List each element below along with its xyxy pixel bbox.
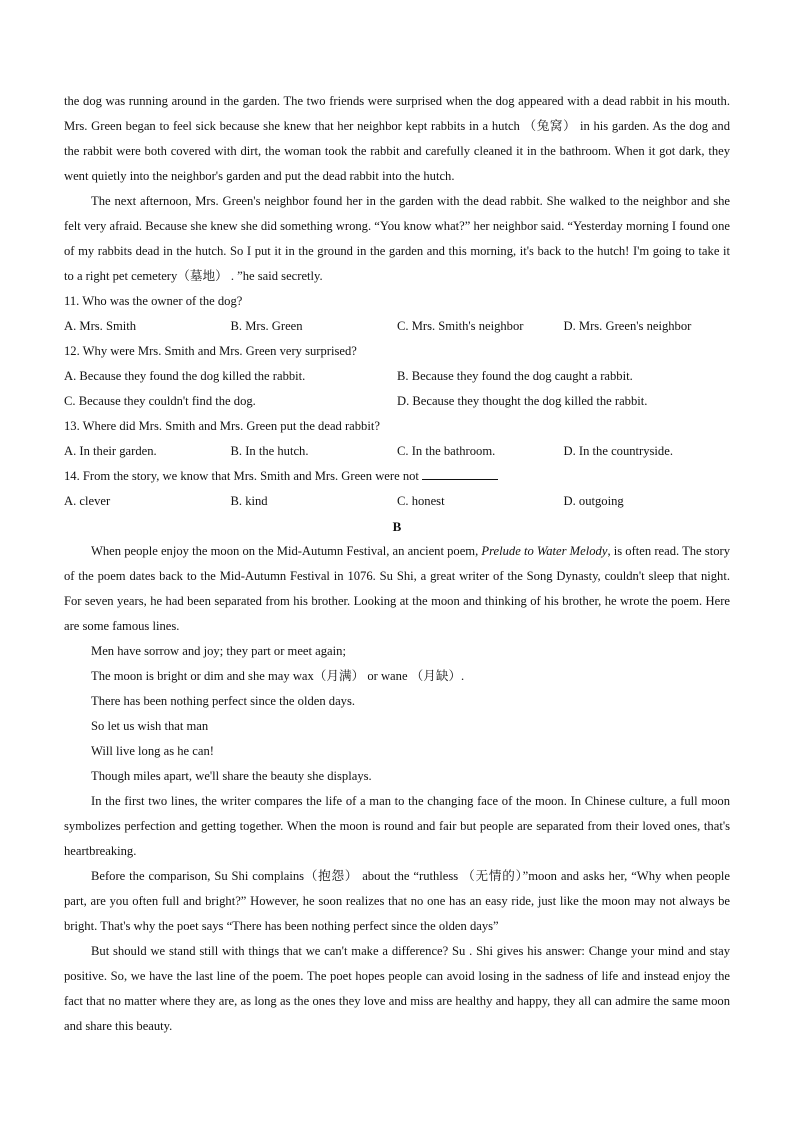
poem-line-5: Will live long as he can! <box>91 744 214 758</box>
option-c[interactable]: C. honest <box>397 494 445 508</box>
option-d[interactable]: D. In the countryside. <box>563 444 673 458</box>
option-a[interactable]: A. Mrs. Smith <box>64 319 137 333</box>
intro-before: When people enjoy the moon on the Mid-Autumn Festival, an ancient poem, <box>91 544 482 558</box>
option-d[interactable]: D. Because they thought the dog killed the rabbit. <box>397 394 648 408</box>
question-14 <box>64 464 730 489</box>
poem-line-4: So let us wish that man <box>91 719 209 733</box>
option-d[interactable]: D. Mrs. Green's neighbor <box>563 319 692 333</box>
question-14-options <box>64 489 730 514</box>
passage-a-paragraph-1: the dog was running around in the garden. The two friends were surprised when the dog appeared with a dead rabbit in his mouth. Mrs. Green began to feel sick because she knew that her neighbor kept rabbits in a hutch （兔窝） in his garden. As the dog and the rabbit were both covered with dirt, the woman took the rabbit and carefully cleaned it in the bathroom. When it got dark, they went quietly into the neighbor's garden and put the dead rabbit into the hutch. <box>64 94 730 183</box>
option-b[interactable]: B. Because they found the dog caught a rabbit. <box>397 369 633 383</box>
question-14-stem: 14. From the story, we know that Mrs. Smith and Mrs. Green were not <box>64 469 419 483</box>
question-12-options-row-1 <box>64 364 730 389</box>
question-11-options <box>64 314 730 339</box>
section-title-b: B <box>392 519 402 534</box>
poem-line-3: There has been nothing perfect since the olden days. <box>91 694 356 708</box>
question-12-options-row-2 <box>64 389 730 414</box>
option-b[interactable]: B. In the hutch. <box>230 444 309 458</box>
poem-line-2: The moon is bright or dim and she may wax（月满） or wane （月缺）. <box>91 669 465 683</box>
option-c[interactable]: C. Because they couldn't find the dog. <box>64 394 256 408</box>
passage-b-paragraph-1 <box>64 539 730 639</box>
passage-b-paragraph-3: Before the comparison, Su Shi complains（抱怨） about the “ruthless （无情的）”moon and asks her, “Why when people part, are you often full and bright?” However, he soon realizes that no one has an easy ride, just like the moon may not always be bright. That's why the poet says “There has been nothing perfect since the olden days” <box>64 869 730 933</box>
answer-blank[interactable] <box>422 467 498 480</box>
option-b[interactable]: B. kind <box>230 494 268 508</box>
question-12-stem: 12. Why were Mrs. Smith and Mrs. Green very surprised? <box>64 344 357 358</box>
option-a[interactable]: A. clever <box>64 494 111 508</box>
poem-line-6: Though miles apart, we'll share the beauty she displays. <box>91 769 372 783</box>
passage-b-paragraph-2: In the first two lines, the writer compares the life of a man to the changing face of the moon. In Chinese culture, a full moon symbolizes perfection and getting together. When the moon is round and fair but people are separated from their loved ones, that's heartbreaking. <box>64 794 730 858</box>
option-a[interactable]: A. In their garden. <box>64 444 157 458</box>
intro-after: , is often read. The story of the poem dates back to the Mid-Autumn Festival in 1076. Su Shi, a great writer of the Song Dynasty, couldn't sleep that night. For seven years, he had been separated from his brother. Looking at the moon and thinking of his brother, he wrote the poem. Here are some famous lines. <box>64 544 730 633</box>
option-c[interactable]: C. In the bathroom. <box>397 444 496 458</box>
question-13-stem: 13. Where did Mrs. Smith and Mrs. Green put the dead rabbit? <box>64 419 380 433</box>
poem-title: Prelude to Water Melody <box>481 544 608 558</box>
option-a[interactable]: A. Because they found the dog killed the rabbit. <box>64 369 306 383</box>
poem-line-1: Men have sorrow and joy; they part or meet again; <box>91 644 346 658</box>
passage-a-paragraph-2: The next afternoon, Mrs. Green's neighbor found her in the garden with the dead rabbit. She walked to the neighbor and she felt very afraid. Because she knew she did something wrong. “You know what?” her neighbor said. “Yesterday morning I found one of my rabbits dead in the hutch. So I put it in the ground in the garden and this morning, it's back to the hutch! I'm going to take it to a right pet cemetery（墓地） . ”he said secretly. <box>64 194 730 283</box>
option-b[interactable]: B. Mrs. Green <box>230 319 303 333</box>
option-c[interactable]: C. Mrs. Smith's neighbor <box>397 319 524 333</box>
question-13-options <box>64 439 730 464</box>
option-d[interactable]: D. outgoing <box>563 494 624 508</box>
passage-b-paragraph-4: But should we stand still with things that we can't make a difference? Su . Shi gives his answer: Change your mind and stay positive. So, we have the last line of the poem. The poet hopes people can avoid losing in the sadness of life and instead enjoy the fact that no matter where they are, as long as the ones they love and miss are healthy and happy, they all can admire the same moon and share this beauty. <box>64 944 730 1033</box>
page-content <box>64 89 730 1039</box>
question-11-stem: 11. Who was the owner of the dog? <box>64 294 243 308</box>
